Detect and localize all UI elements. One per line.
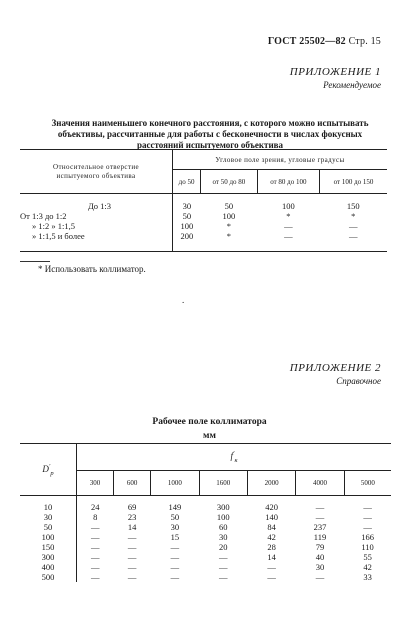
table-cell: — xyxy=(363,512,372,522)
row-header-subscript: p xyxy=(50,469,54,477)
table-cell: — xyxy=(267,572,276,582)
table-cell: 110 xyxy=(361,542,374,552)
table-cell: 30 xyxy=(182,201,192,211)
table-cell: 100 xyxy=(216,512,230,522)
table-cell: — xyxy=(219,552,228,562)
row-label: От 1:3 до 1:2 xyxy=(20,211,173,221)
table2-column-group-header xyxy=(77,444,392,471)
footnote: * Использовать коллиматор. xyxy=(38,264,146,274)
table-cell: — xyxy=(91,562,100,572)
table-cell: 28 xyxy=(267,542,276,552)
table-cell: 69 xyxy=(127,502,137,512)
table-cell: 30 xyxy=(315,562,325,572)
table-cell: 14 xyxy=(127,522,137,532)
table-cell: — xyxy=(349,221,358,231)
table2-column-header: 1000 xyxy=(151,471,199,496)
table1-title-line: расстояний испытуемого объектива xyxy=(136,140,283,150)
table-row xyxy=(20,512,391,522)
table2-row-header xyxy=(20,444,77,496)
row-label: 300 xyxy=(20,552,77,562)
row-label: 150 xyxy=(20,542,77,552)
table-cell: 24 xyxy=(91,502,100,512)
table2-column-header: 2000 xyxy=(247,471,295,496)
table-cell: 30 xyxy=(170,522,180,532)
row-header-symbol: D xyxy=(42,463,49,474)
row-label: До 1:3 xyxy=(20,194,173,212)
row-label: » 1:2 » 1:1,5 xyxy=(20,221,173,231)
table-cell: — xyxy=(267,562,276,572)
table-cell: — xyxy=(315,502,325,512)
table-cell: — xyxy=(127,572,137,582)
appendix1-title: ПРИЛОЖЕНИЕ 1 xyxy=(289,66,381,78)
row-header-prime: ′ xyxy=(48,462,51,470)
page-header xyxy=(268,36,381,47)
row-label: 10 xyxy=(20,496,77,513)
table-cell: — xyxy=(363,522,372,532)
table2-title-block xyxy=(0,415,419,443)
table-cell: — xyxy=(91,522,100,532)
table-cell: 149 xyxy=(168,502,182,512)
table-cell: 42 xyxy=(363,562,372,572)
table-cell: 50 xyxy=(224,201,234,211)
table-cell: 55 xyxy=(363,552,372,562)
appendix2-subtitle: Справочное xyxy=(336,376,381,386)
appendix1-subtitle: Рекомендуемое xyxy=(323,80,381,90)
table-cell: — xyxy=(127,562,137,572)
table1-left-header-line: испытуемого объектива xyxy=(56,171,136,180)
table1 xyxy=(20,149,387,252)
table-cell: 84 xyxy=(267,522,276,532)
col-group-prime: ′ xyxy=(233,450,235,458)
table-row xyxy=(20,552,391,562)
table-row xyxy=(20,572,391,582)
table-cell: 150 xyxy=(346,201,360,211)
table-cell: — xyxy=(91,532,100,542)
table-cell: — xyxy=(219,562,228,572)
col-group-subscript: к xyxy=(234,456,238,464)
table-cell: — xyxy=(170,552,180,562)
table-row xyxy=(20,194,387,212)
table-cell: 23 xyxy=(127,512,137,522)
footnote-divider xyxy=(20,261,50,262)
table2-title: Рабочее поле коллиматора xyxy=(152,417,267,427)
table-cell: — xyxy=(170,542,180,552)
table-row xyxy=(20,562,391,572)
table1-column-header: от 50 до 80 xyxy=(201,170,258,194)
table1-title-line: Значения наименьшего конечного расстояния, с которого можно испытывать xyxy=(51,118,369,128)
table-cell: — xyxy=(170,562,180,572)
table-cell: 33 xyxy=(363,572,372,582)
table-row xyxy=(20,221,387,231)
row-label: 500 xyxy=(20,572,77,582)
row-label: 30 xyxy=(20,512,77,522)
table-cell: 140 xyxy=(265,512,278,522)
table2-column-header: 300 xyxy=(77,471,114,496)
table-cell: * xyxy=(201,231,258,252)
appendix2-title: ПРИЛОЖЕНИЕ 2 xyxy=(289,362,381,374)
table-row xyxy=(20,211,387,221)
table-cell: * xyxy=(286,211,291,221)
table1-column-header: до 50 xyxy=(173,170,201,194)
table1-title xyxy=(30,118,390,151)
table-cell: 20 xyxy=(219,542,228,552)
table-row xyxy=(20,522,391,532)
standard-number: ГОСТ 25502—82 xyxy=(267,36,346,47)
row-label: 400 xyxy=(20,562,77,572)
table2-unit: мм xyxy=(203,431,216,441)
table-cell: 40 xyxy=(315,552,325,562)
table2 xyxy=(20,443,391,582)
table1-left-header xyxy=(20,150,173,194)
row-label: 100 xyxy=(20,532,77,542)
table-cell: — xyxy=(170,572,180,582)
page-number: Стр. 15 xyxy=(348,36,381,47)
table-cell: 42 xyxy=(267,532,276,542)
table-cell: 15 xyxy=(170,532,180,542)
table-cell: — xyxy=(91,542,100,552)
table1-left-header-line: Относительное отверстие xyxy=(53,162,139,171)
table-cell: — xyxy=(284,221,293,231)
table-row xyxy=(20,496,391,513)
table-cell: — xyxy=(127,552,137,562)
table-cell: 100 xyxy=(281,201,295,211)
table-cell: 100 xyxy=(180,221,194,231)
table-cell: 50 xyxy=(170,512,180,522)
table-cell: — xyxy=(219,572,228,582)
table1-column-header: от 100 до 150 xyxy=(333,177,374,186)
table-cell: 420 xyxy=(265,502,278,512)
table-cell: — xyxy=(315,572,325,582)
table-cell: 50 xyxy=(182,211,192,221)
table-cell: — xyxy=(315,512,325,522)
table2-column-header: 4000 xyxy=(296,471,344,496)
table1-span-header: Угловое поле зрения, угловые градусы xyxy=(173,150,388,170)
table-row xyxy=(20,231,387,252)
table-cell: — xyxy=(127,542,137,552)
table-cell: * xyxy=(351,211,356,221)
col-group-symbol: f xyxy=(230,451,234,462)
table-cell: — xyxy=(91,552,100,562)
table-cell: 237 xyxy=(313,522,327,532)
table2-column-header: 5000 xyxy=(344,471,391,496)
table-cell: 8 xyxy=(93,512,98,522)
table-cell: 200 xyxy=(173,231,201,252)
table-cell: — xyxy=(127,532,137,542)
table-cell: — xyxy=(257,231,319,252)
table-cell: 14 xyxy=(267,552,276,562)
table-cell: 166 xyxy=(361,532,374,542)
row-label: 50 xyxy=(20,522,77,532)
table1-column-header: от 80 до 100 xyxy=(257,170,319,194)
table-row xyxy=(20,532,391,542)
table-row xyxy=(20,542,391,552)
table-cell: — xyxy=(91,572,100,582)
stray-mark: . xyxy=(182,295,185,305)
table-cell: 60 xyxy=(219,522,228,532)
row-label: » 1:1,5 и более xyxy=(20,231,173,252)
table-cell: 79 xyxy=(315,542,325,552)
table1-title-line: объективы, рассчитанные для работы с бесконечности в числах фокусных xyxy=(57,129,363,139)
table-cell: — xyxy=(320,231,387,252)
table-cell: * xyxy=(226,221,232,231)
table-cell: 30 xyxy=(219,532,228,542)
table-cell: — xyxy=(363,502,372,512)
table-cell: 119 xyxy=(313,532,327,542)
table-cell: 100 xyxy=(222,211,236,221)
table-cell: 300 xyxy=(216,502,230,512)
table2-column-header: 1600 xyxy=(199,471,247,496)
table2-column-header: 600 xyxy=(114,471,151,496)
